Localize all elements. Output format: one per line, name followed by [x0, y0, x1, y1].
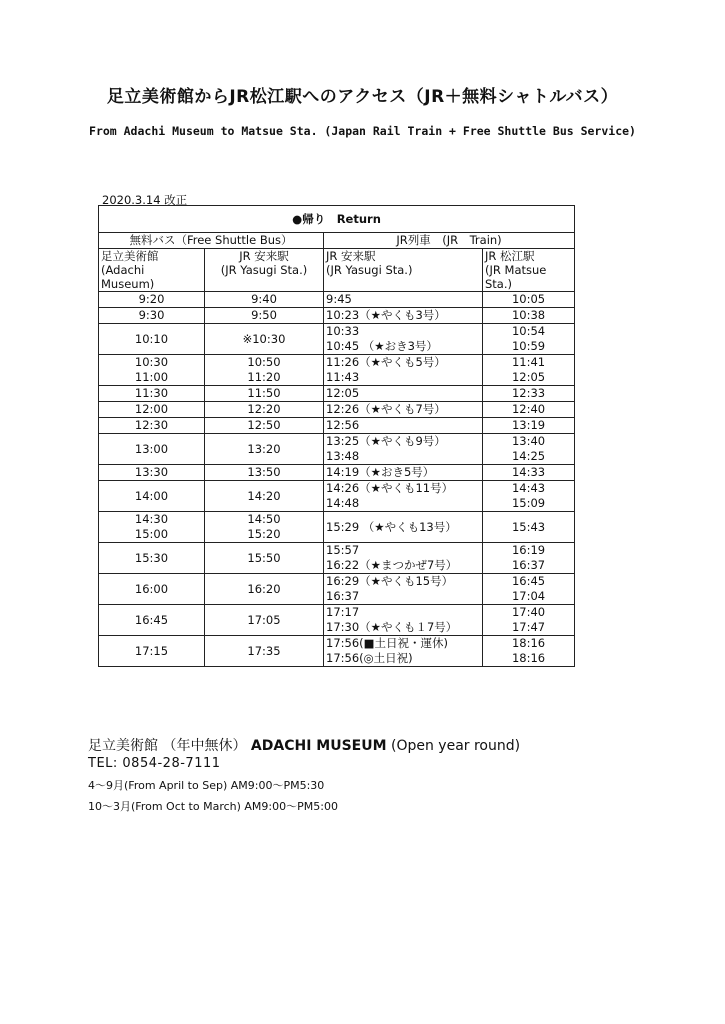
time-entry: 10:54	[511, 324, 546, 338]
header-line: JR 松江駅	[485, 249, 535, 263]
time-entry: 17:47	[511, 620, 546, 634]
table-row	[99, 605, 575, 636]
yasugi-bus-time	[205, 465, 324, 481]
time-entry: 11:43	[326, 370, 360, 384]
yasugi-bus-time	[205, 543, 324, 574]
table-row	[99, 434, 575, 465]
museum-time	[99, 543, 205, 574]
time-entry: 10:38	[511, 308, 546, 322]
time-entry: 11:00	[134, 370, 169, 384]
museum-time	[99, 292, 205, 308]
time-entry: 16:45	[134, 612, 169, 627]
museum-time	[99, 465, 205, 481]
table-row	[99, 308, 575, 324]
yasugi-bus-time	[205, 324, 324, 355]
time-entry: 16:45	[511, 574, 546, 588]
time-entry: 17:17	[326, 605, 360, 619]
time-entry: 14:19（★おき5号）	[326, 465, 435, 479]
time-entry: 13:30	[134, 465, 169, 479]
matsue-arrival	[483, 605, 575, 636]
time-entry: 12:50	[247, 418, 281, 432]
museum-time	[99, 481, 205, 512]
time-entry: 11:30	[134, 386, 169, 400]
time-entry: 17:15	[134, 643, 169, 658]
time-entry: 16:37	[326, 589, 360, 603]
header-line: (JR Matsue	[485, 263, 547, 277]
yasugi-bus-time	[205, 402, 324, 418]
yasugi-train-departure	[324, 418, 483, 434]
museum-closed-note: （年中無休）	[162, 738, 247, 754]
yasugi-bus-time	[205, 292, 324, 308]
time-entry: 9:50	[251, 308, 277, 322]
time-entry: 14:33	[511, 465, 546, 479]
header-line: JR 安来駅	[239, 249, 289, 263]
yasugi-train-departure	[324, 481, 483, 512]
yasugi-bus-time	[205, 355, 324, 386]
col-header-matsue	[483, 249, 575, 292]
matsue-arrival	[483, 543, 575, 574]
time-entry: 18:16	[511, 651, 546, 665]
table-row	[99, 636, 575, 667]
yasugi-bus-time	[205, 308, 324, 324]
table-row	[99, 355, 575, 386]
yasugi-train-departure	[324, 605, 483, 636]
time-entry: 14:26（★やくも11号）	[326, 481, 454, 495]
matsue-arrival	[483, 355, 575, 386]
header-line: 足立美術館	[101, 249, 159, 263]
time-entry: 9:45	[326, 292, 352, 306]
yasugi-bus-time	[205, 481, 324, 512]
yasugi-bus-time	[205, 386, 324, 402]
time-entry: 12:20	[247, 402, 281, 416]
yasugi-train-departure	[324, 636, 483, 667]
time-entry: 13:19	[511, 418, 546, 432]
time-entry: 17:30（★やくも１7号）	[326, 620, 458, 634]
time-entry: 9:20	[138, 292, 165, 306]
time-entry: 17:40	[511, 605, 546, 619]
table-row	[99, 574, 575, 605]
yasugi-train-departure	[324, 386, 483, 402]
yasugi-train-departure	[324, 543, 483, 574]
table-row	[99, 481, 575, 512]
col-header-yasugi-bus	[205, 249, 324, 292]
museum-time	[99, 512, 205, 543]
time-entry: 13:20	[247, 441, 281, 456]
matsue-arrival	[483, 636, 575, 667]
museum-time	[99, 574, 205, 605]
table-row	[99, 324, 575, 355]
table-row	[99, 543, 575, 574]
page-title: 足立美術館からJR松江駅へのアクセス（JR＋無料シャトルバス）	[106, 87, 619, 107]
time-entry: 17:56(◎土日祝)	[326, 651, 413, 665]
time-entry: 10:30	[134, 355, 169, 369]
museum-time	[99, 402, 205, 418]
time-entry: 12:33	[511, 386, 546, 400]
time-entry: 10:10	[134, 331, 169, 346]
matsue-arrival	[483, 386, 575, 402]
time-entry: 13:50	[247, 465, 281, 479]
bus-group-header: 無料バス（Free Shuttle Bus）	[99, 233, 324, 249]
time-entry: 12:40	[511, 402, 546, 416]
time-entry: 9:40	[251, 292, 277, 306]
matsue-arrival	[483, 308, 575, 324]
time-entry: 10:59	[511, 339, 546, 353]
museum-time	[99, 605, 205, 636]
matsue-arrival	[483, 418, 575, 434]
time-entry: 15:20	[247, 527, 281, 541]
table-row	[99, 292, 575, 308]
time-entry: 15:50	[247, 550, 281, 565]
revision-date: 2020.3.14 改正	[102, 193, 188, 207]
time-entry: 13:40	[511, 434, 546, 448]
time-entry: 13:00	[134, 441, 169, 456]
time-entry: 14:00	[134, 488, 169, 503]
museum-time	[99, 418, 205, 434]
table-row	[99, 418, 575, 434]
time-entry: 17:04	[511, 589, 546, 603]
header-line: (Adachi	[101, 263, 145, 277]
museum-time	[99, 355, 205, 386]
museum-time	[99, 434, 205, 465]
table-row	[99, 386, 575, 402]
yasugi-train-departure	[324, 355, 483, 386]
time-entry: 18:16	[511, 636, 546, 650]
time-entry: 12:00	[134, 402, 169, 416]
table-row	[99, 465, 575, 481]
time-entry: 10:33	[326, 324, 360, 338]
matsue-arrival	[483, 324, 575, 355]
matsue-arrival	[483, 574, 575, 605]
time-entry: 10:50	[247, 355, 281, 369]
time-entry: 17:05	[247, 612, 281, 627]
time-entry: 11:26（★やくも5号）	[326, 355, 446, 369]
yasugi-train-departure	[324, 292, 483, 308]
timetable	[98, 205, 575, 667]
time-entry: 14:43	[511, 481, 546, 495]
museum-name	[88, 735, 520, 755]
yasugi-bus-time	[205, 636, 324, 667]
matsue-arrival	[483, 292, 575, 308]
yasugi-bus-time	[205, 574, 324, 605]
time-entry: 15:09	[511, 496, 546, 510]
time-entry: 11:41	[511, 355, 546, 369]
header-line: (JR Yasugi Sta.)	[220, 263, 308, 277]
page-subtitle: From Adachi Museum to Matsue Sta. (Japan Rail Train + Free Shuttle Bus Service)	[89, 124, 636, 138]
header-line: Sta.)	[485, 277, 512, 291]
header-line: JR 安来駅	[326, 249, 376, 263]
header-line: (JR Yasugi Sta.)	[326, 263, 413, 277]
col-header-yasugi-train	[324, 249, 483, 292]
time-entry: ※10:30	[242, 331, 286, 346]
time-entry: 15:30	[134, 550, 169, 565]
time-entry: 12:30	[134, 418, 169, 432]
time-entry: 15:29 （★やくも13号）	[326, 519, 457, 534]
yasugi-train-departure	[324, 434, 483, 465]
col-header-museum	[99, 249, 205, 292]
table-row	[99, 402, 575, 418]
time-entry: 12:05	[511, 370, 546, 384]
time-entry: 14:30	[134, 512, 169, 526]
header-line: Museum)	[101, 277, 155, 291]
matsue-arrival	[483, 402, 575, 418]
matsue-arrival	[483, 481, 575, 512]
yasugi-train-departure	[324, 402, 483, 418]
time-entry: 14:50	[247, 512, 281, 526]
museum-time	[99, 386, 205, 402]
table-row	[99, 512, 575, 543]
train-group-header: JR列車 (JR Train)	[324, 233, 575, 249]
time-entry: 15:00	[134, 527, 169, 541]
time-entry: 9:30	[138, 308, 165, 322]
time-entry: 14:25	[511, 449, 546, 463]
yasugi-train-departure	[324, 574, 483, 605]
museum-name-jp: 足立美術館	[88, 738, 158, 754]
yasugi-bus-time	[205, 434, 324, 465]
time-entry: 16:22（★まつかぜ7号）	[326, 558, 458, 572]
time-entry: 12:56	[326, 418, 360, 432]
matsue-arrival	[483, 434, 575, 465]
time-entry: 14:48	[326, 496, 360, 510]
time-entry: 17:56(■土日祝・運休)	[326, 636, 448, 650]
museum-time	[99, 324, 205, 355]
time-entry: 10:05	[511, 292, 546, 306]
yasugi-bus-time	[205, 605, 324, 636]
museum-time	[99, 636, 205, 667]
hours-winter: 10〜3月(From Oct to March) AM9:00〜PM5:00	[88, 800, 338, 813]
time-entry: 10:45 （★おき3号）	[326, 339, 438, 353]
yasugi-bus-time	[205, 512, 324, 543]
time-entry: 10:23（★やくも3号）	[326, 308, 446, 322]
time-entry: 13:48	[326, 449, 360, 463]
time-entry: 16:00	[134, 581, 169, 596]
museum-open-note: (Open year round)	[390, 738, 521, 754]
return-header: ●帰り Return	[99, 206, 575, 233]
time-entry: 15:43	[511, 519, 546, 534]
time-entry: 14:20	[247, 488, 281, 503]
time-entry: 16:19	[511, 543, 546, 557]
yasugi-train-departure	[324, 512, 483, 543]
museum-tel: TEL: 0854-28-7111	[88, 756, 221, 771]
museum-name-en: ADACHI MUSEUM	[250, 738, 387, 754]
museum-time	[99, 308, 205, 324]
time-entry: 12:26（★やくも7号）	[326, 402, 446, 416]
time-entry: 11:50	[247, 386, 281, 400]
yasugi-bus-time	[205, 418, 324, 434]
time-entry: 16:20	[247, 581, 281, 596]
time-entry: 12:05	[326, 386, 360, 400]
matsue-arrival	[483, 465, 575, 481]
time-entry: 13:25（★やくも9号）	[326, 434, 446, 448]
time-entry: 16:29（★やくも15号）	[326, 574, 454, 588]
time-entry: 11:20	[247, 370, 281, 384]
time-entry: 15:57	[326, 543, 360, 557]
yasugi-train-departure	[324, 324, 483, 355]
hours-summer: 4〜9月(From April to Sep) AM9:00〜PM5:30	[88, 779, 325, 792]
time-entry: 17:35	[247, 643, 281, 658]
yasugi-train-departure	[324, 465, 483, 481]
time-entry: 16:37	[511, 558, 546, 572]
yasugi-train-departure	[324, 308, 483, 324]
matsue-arrival	[483, 512, 575, 543]
